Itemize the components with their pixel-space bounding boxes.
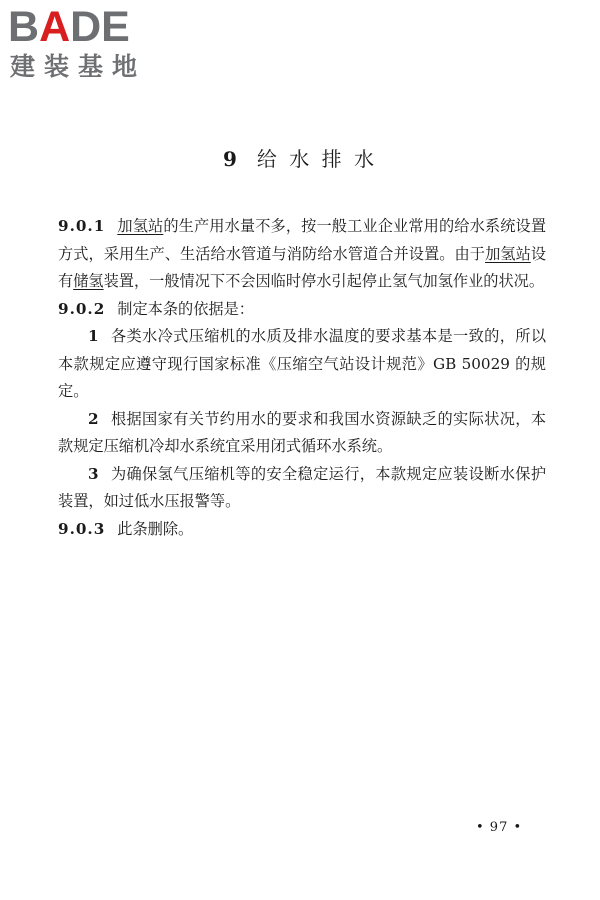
sub-item-number: 2 [88,409,99,428]
clause-9-0-2: 9.0.2 制定本条的依据是： [58,299,254,318]
page-number: • 97 • [476,820,523,835]
clause-9-0-3: 9.0.3 此条删除。 [58,519,194,538]
clause-number: 9.0.1 [58,217,106,235]
bade-logo [8,4,178,90]
logo-subtitle: 建装基地 [10,52,147,81]
document-body [58,213,546,543]
sub-item-number: 3 [88,464,99,483]
logo-wordmark: BADE [8,3,130,51]
sub-item-3: 3 为确保氢气压缩机等的安全稳定运行，本款规定应装设断水保护装置，如过低水压报警等。 [58,464,546,510]
chapter-title: 给 水 排 水 [256,147,377,171]
clause-number: 9.0.2 [58,299,106,318]
clause-9-0-1: 9.0.1 加氢站的生产用水量不多，按一般工业企业常用的给水系统设置方式，采用生产、生活给水管道与消防给水管道合并设置。由于加氢站设有储氢装置，一般情况下不会因临时停水引起停止氢气加氢作业的状况。 [58,217,547,290]
clause-number: 9.0.3 [58,519,106,538]
chapter-heading [0,143,600,172]
sub-item-number: 1 [88,327,99,345]
sub-item-1: 1 各类水冷式压缩机的水质及排水温度的要求基本是一致的，所以本款规定应遵守现行国家标准《压缩空气站设计规范》GB 50029 的规定。 [58,327,546,400]
chapter-number: 9 [223,147,237,171]
sub-item-2: 2 根据国家有关节约用水的要求和我国水资源缺乏的实际状况，本款规定压缩机冷却水系统宜采用闭式循环水系统。 [58,409,546,455]
